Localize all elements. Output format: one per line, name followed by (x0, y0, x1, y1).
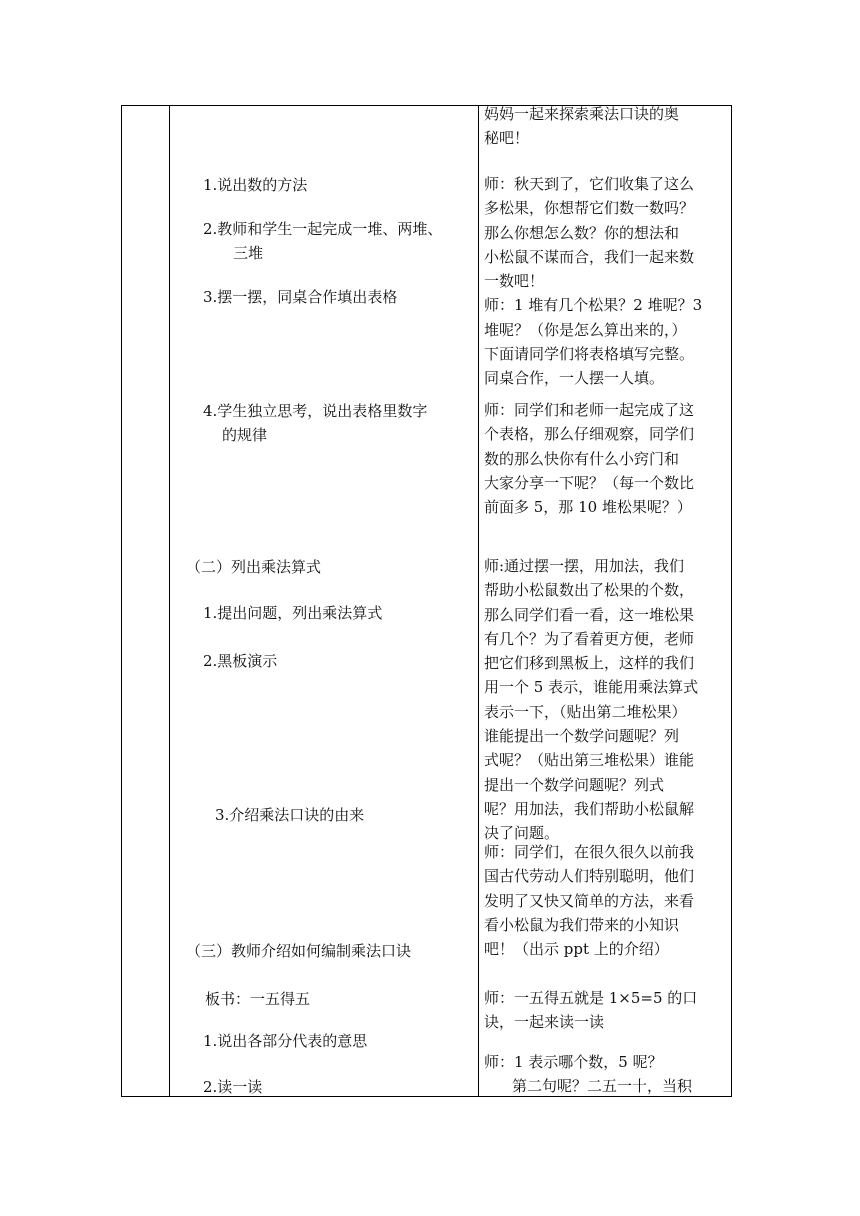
section-2-item-3: 3.介绍乘法口诀的由来 (215, 806, 365, 824)
text-line: 前面多 5，那 10 堆松果呢？） (484, 498, 692, 517)
text-line: 决了问题。 (484, 824, 560, 843)
text-line: 小松鼠不谋而合，我们一起来数 (484, 247, 695, 266)
text-line: 下面请同学们将表格填写完整。 (484, 345, 695, 364)
text-line: 师：同学们和老师一起完成了这 (484, 401, 695, 419)
text-line: 堆呢？（你是怎么算出来的，） (484, 320, 687, 339)
text-line: 表示一下，（贴出第二堆松果） (484, 702, 687, 721)
text-line: 师：1 表示哪个数，5 呢？ (484, 1053, 663, 1071)
text-line: 一数吧！ (484, 272, 545, 291)
middle-item-2-line2: 三堆 (233, 244, 264, 262)
middle-item-1: 1.说出数的方法 (203, 176, 308, 194)
text-line: 师:通过摆一摆，用加法，我们 (484, 557, 685, 575)
text-line: 帮助小松鼠数出了松果的个数， (484, 581, 695, 600)
text-line: 把它们移到黑板上，这样的我们 (484, 654, 695, 673)
right-para-5 (484, 986, 724, 1035)
text-line: 呢？用加法，我们帮助小松鼠解 (484, 799, 695, 818)
text-line: 国古代劳动人们特别聪明，他们 (484, 867, 695, 886)
text-line: 吧！（出示 ppt 上的介绍） (484, 940, 669, 959)
text-line: 那么同学们看一看，这一堆松果 (484, 605, 695, 624)
section-2-heading: （二）列出乘法算式 (186, 558, 322, 576)
column-divider-left (169, 106, 170, 1096)
middle-item-4-line1: 4.学生独立思考，说出表格里数字 (203, 402, 428, 420)
section-3-item-2: 2.读一读 (203, 1078, 263, 1096)
text-line: 那么你想怎么数？你的想法和 (484, 223, 680, 242)
text-line: 数的那么快你有什么小窍门和 (484, 449, 680, 468)
text-line: 个表格，那么仔细观察，同学们 (484, 425, 695, 444)
right-para-4 (484, 840, 724, 961)
text-line: 用一个 5 表示，谁能用乘法算式 (484, 678, 699, 697)
section-2-item-2: 2.黑板演示 (203, 652, 278, 670)
text-line: 式呢？（贴出第三堆松果）谁能 (484, 751, 695, 770)
text-line: 同桌合作，一人摆一人填。 (484, 369, 665, 388)
right-para-3 (484, 554, 724, 846)
section-3-item-1: 1.说出各部分代表的意思 (203, 1032, 368, 1050)
text-line: 师：1 堆有几个松果？2 堆呢？3 (484, 296, 703, 315)
text-line: 师：秋天到了，它们收集了这么 (484, 175, 695, 193)
text-line: 多松果，你想帮它们数一数吗？ (484, 199, 695, 218)
section-3-heading: （三）教师介绍如何编制乘法口诀 (186, 942, 412, 960)
right-para-1 (484, 172, 724, 391)
column-divider-right (478, 106, 479, 1096)
right-para-6 (484, 1050, 724, 1099)
right-para-0 (484, 102, 724, 151)
text-line: 诀，一起来读一读 (484, 1013, 605, 1032)
text-line: 提出一个数学问题呢？列式 (484, 775, 665, 794)
text-line: 师：同学们，在很久很久以前我 (484, 843, 695, 861)
text-line: 第二句呢？二五一十，当积 (512, 1077, 693, 1096)
board-note: 板书：一五得五 (205, 990, 311, 1008)
section-2-item-1: 1.提出问题，列出乘法算式 (203, 604, 383, 622)
middle-item-2-line1: 2.教师和学生一起完成一堆、两堆、 (203, 220, 443, 238)
middle-item-4-line2: 的规律 (222, 426, 268, 444)
text-line: 发明了又快又简单的方法，来看 (484, 891, 695, 910)
text-line: 看小松鼠为我们带来的小知识 (484, 915, 680, 934)
right-para-2 (484, 398, 724, 519)
text-line: 谁能提出一个数学问题呢？列 (484, 727, 680, 746)
text-line: 秘吧！ (484, 129, 530, 148)
text-line: 师：一五得五就是 1×5=5 的口 (484, 989, 698, 1007)
text-line: 有几个？为了看着更方便，老师 (484, 629, 695, 648)
middle-item-3: 3.摆一摆，同桌合作填出表格 (203, 288, 398, 306)
text-line: 大家分享一下呢？（每一个数比 (484, 473, 695, 492)
text-line: 妈妈一起来探索乘法口诀的奥 (484, 105, 680, 123)
